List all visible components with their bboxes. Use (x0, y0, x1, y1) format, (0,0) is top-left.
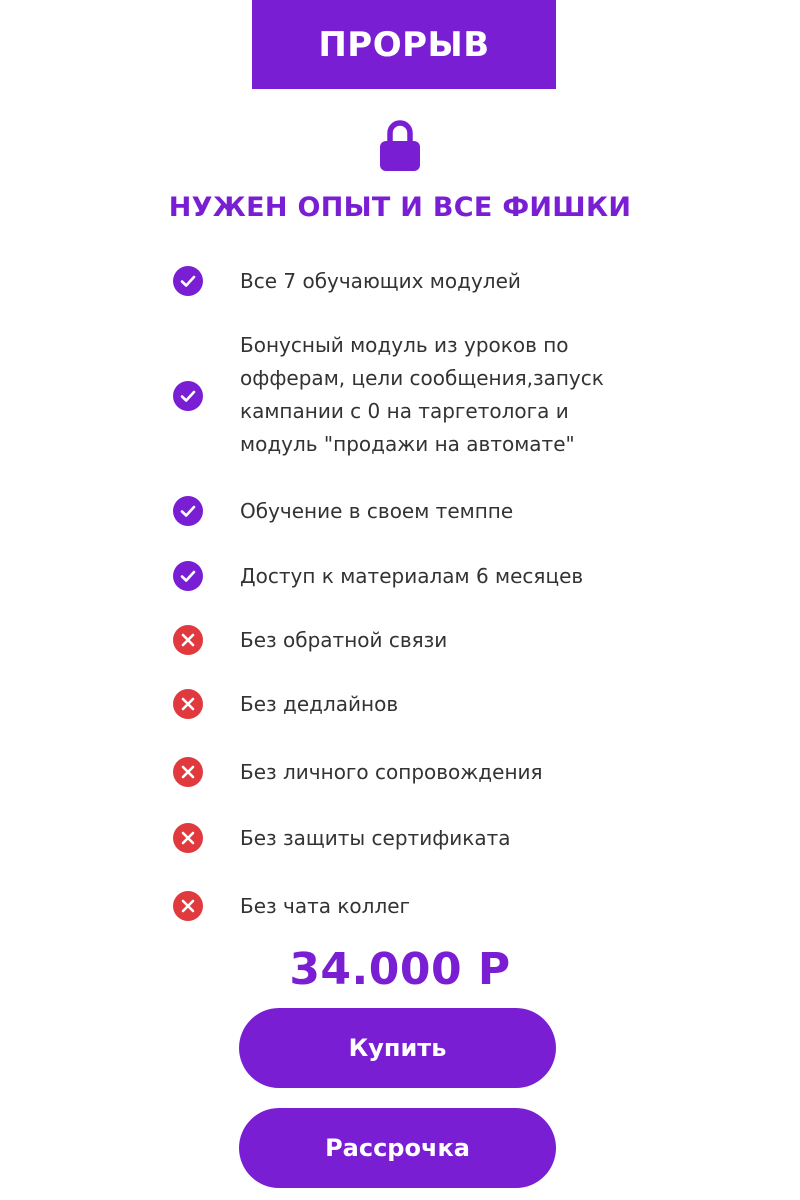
x-circle-icon (172, 890, 204, 922)
installment-button[interactable]: Рассрочка (239, 1108, 556, 1188)
check-circle-icon (172, 495, 204, 527)
feature-text: Обучение в своем темппе (240, 499, 514, 523)
feature-text: Без защиты сертификата (240, 826, 511, 850)
feature-text: Все 7 обучающих модулей (240, 269, 521, 293)
tier-badge (252, 0, 556, 89)
feature-text: Без чата коллег (240, 894, 411, 918)
feature-text: Без дедлайнов (240, 692, 399, 716)
feature-text: Бонусный модуль из уроков по офферам, цели сообщения,запуск кампании с 0 на таргетолога и модуль "продажи на автомате" (240, 333, 604, 456)
x-circle-icon (172, 688, 204, 720)
lock-icon (376, 116, 424, 172)
check-circle-icon (172, 560, 204, 592)
x-circle-icon (172, 822, 204, 854)
feature-text: Без обратной связи (240, 628, 448, 652)
x-circle-icon (172, 624, 204, 656)
x-circle-icon (172, 756, 204, 788)
buy-button[interactable]: Купить (239, 1008, 556, 1088)
check-circle-icon (172, 265, 204, 297)
feature-text: Доступ к материалам 6 месяцев (240, 564, 584, 588)
price: 34.000 Р (289, 944, 511, 995)
plan-subtitle: НУЖЕН ОПЫТ И ВСЕ ФИШКИ (168, 192, 632, 223)
tier-title: ПРОРЫВ (318, 24, 490, 65)
check-circle-icon (172, 380, 204, 412)
feature-text: Без личного сопровождения (240, 760, 543, 784)
